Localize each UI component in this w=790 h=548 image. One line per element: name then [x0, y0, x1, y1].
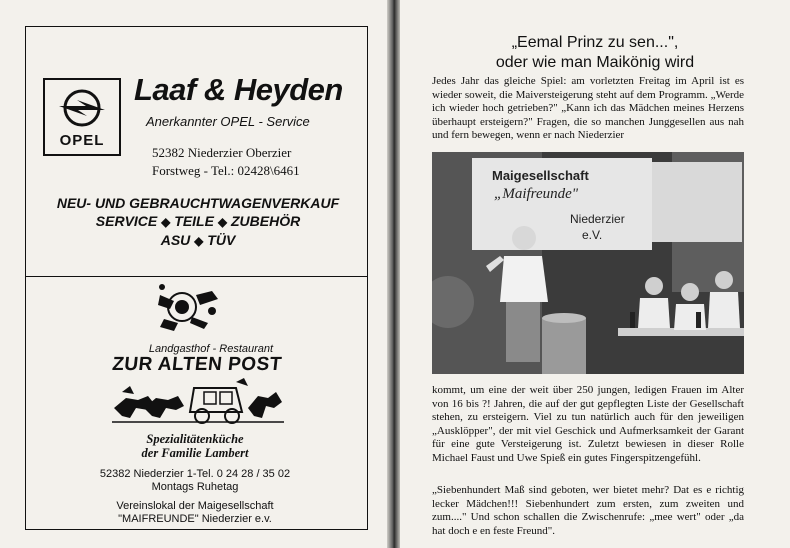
article-title	[410, 33, 780, 73]
article-paragraph: „Siebenhundert Maß sind geboten, wer bietet mehr? Dat es e richtig lecker Mädchen!!! Siebenhundert zum ersten, zum zweiten und zum...." Und schon schallen die Zwischenrufe: „mee wert" oder „da hat doch e en feste Freund".	[432, 484, 744, 537]
service-item: TÜV	[207, 232, 236, 248]
laaf-heyden-address	[152, 144, 300, 180]
opel-logo	[43, 78, 121, 156]
service-item: ASU	[160, 232, 191, 248]
address-line-1: 52382 Niederzier Oberzier	[152, 145, 292, 160]
specialty-line-2: der Familie Lambert	[141, 446, 249, 460]
photo-banner-line-3: Niederzier	[570, 212, 625, 226]
opel-logo-text: OPEL	[59, 132, 105, 149]
service-item: ZUBEHÖR	[230, 213, 301, 229]
specialty-text	[100, 432, 290, 460]
service-items-row-2	[40, 231, 356, 250]
restaurant-info	[60, 468, 330, 494]
diamond-icon: ◆	[217, 215, 228, 229]
landgasthof-label: Landgasthof - Restaurant	[148, 343, 274, 355]
address-line-2: Forstweg - Tel.: 02428\6461	[152, 163, 300, 178]
opel-blitz-icon	[55, 88, 109, 130]
service-item: TEILE	[174, 213, 214, 229]
photo-banner-line-1: Maigesellschaft	[492, 168, 589, 183]
restaurant-name: ZUR ALTEN POST	[111, 354, 283, 375]
laaf-heyden-title: Laaf & Heyden	[134, 72, 343, 107]
club-venue-note	[60, 500, 330, 526]
specialty-line-1: Spezialitätenküche	[146, 432, 244, 446]
stagecoach-icon	[108, 378, 288, 426]
article-title-line-1: „Eemal Prinz zu sen...",	[511, 34, 679, 51]
closing-day: Montags Ruhetag	[151, 481, 239, 493]
restaurant-address: 52382 Niederzier 1-Tel. 0 24 28 / 35 02	[99, 468, 291, 480]
article-paragraph: kommt, um eine der weit über 250 jungen, ledigen Frauen im Alter von 16 bis ?! Jahren, die auf der gut gepflegten Liste der Gesellschaft stehen, zu ersteigern. Viel zu tun natürlich auch für den jeweiligen „Ausklöpper", der mit viel Geschick und Aufmerksamkeit der Garant für eine gute Versteigerung ist. Zuletzt bewiesen in dieser Rolle Michael Faust und Uwe Spieß ein gutes Fingerspitzengefühl.	[432, 384, 744, 464]
article-photo	[432, 152, 744, 374]
club-venue-line-1: Vereinslokal der Maigesellschaft	[116, 500, 274, 512]
laaf-heyden-services	[40, 194, 356, 250]
advertisement-divider	[25, 276, 368, 277]
photo-banner-line-4: e.V.	[582, 228, 603, 242]
laaf-heyden-subtitle: Anerkannter OPEL - Service	[146, 114, 310, 129]
service-items-row	[40, 212, 356, 231]
service-item: SERVICE	[95, 213, 158, 229]
article-title-line-2: oder wie man Maikönig wird	[495, 54, 695, 71]
diamond-icon: ◆	[161, 215, 171, 229]
article-paragraph: Jedes Jahr das gleiche Spiel: am vorletzten Freitag im April ist es wieder soweit, die Maiversteigerung steht auf dem Programm. „Werde ich wieder hoch getrieben?" „Kann ich das Mädchen meines Herzens überhaupt ersteigern?" Fragen, die so manchen Junggesellen aus nah und fern bewegen, wenn er nach Niederzier	[432, 75, 744, 142]
book-gutter	[387, 0, 400, 548]
photo-banner-line-2: „Maifreunde"	[494, 186, 579, 202]
club-venue-line-2: "MAIFREUNDE" Niederzier e.v.	[118, 513, 272, 525]
diamond-icon: ◆	[194, 234, 204, 248]
sales-line: NEU- UND GEBRAUCHTWAGENVERKAUF	[56, 195, 340, 211]
restaurant-emblem-icon	[100, 283, 230, 343]
photo-scene	[432, 152, 744, 374]
